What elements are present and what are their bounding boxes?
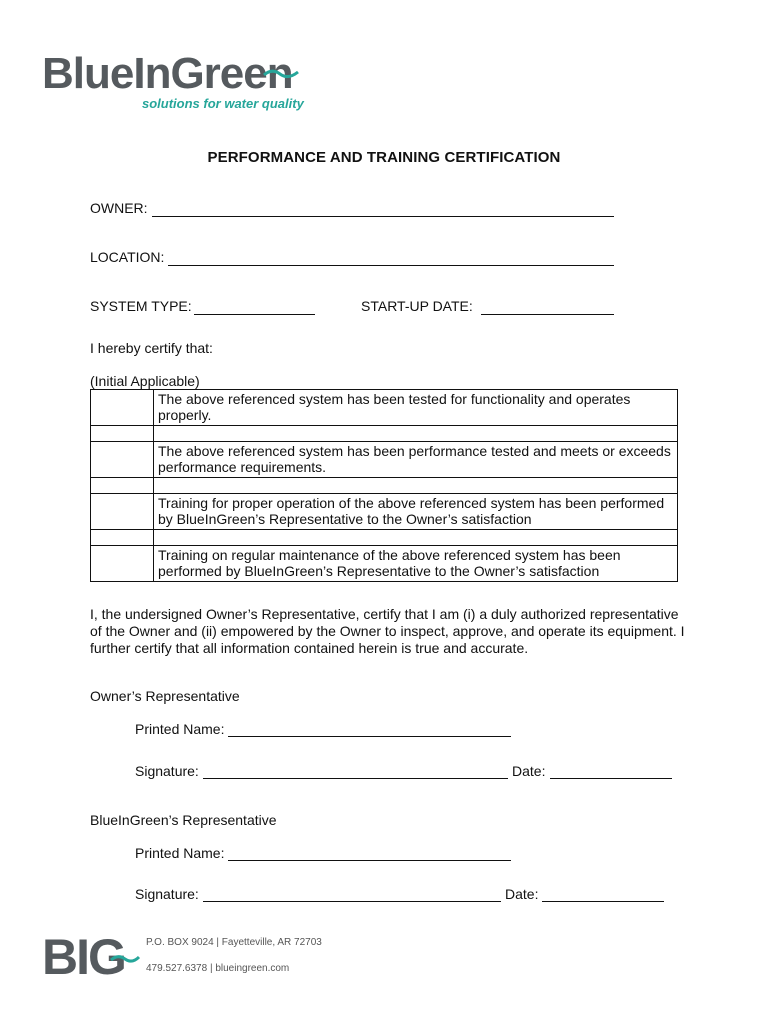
owner-label: OWNER: [90,200,148,216]
checklist-row [91,390,678,426]
startup-date-field[interactable] [481,314,614,315]
checklist-statement: The above referenced system has been tested for functionality and operates properly. [154,390,678,426]
big-printed-name-field[interactable] [228,860,511,861]
checklist-row [91,442,678,478]
system-type-label: SYSTEM TYPE: [90,298,192,314]
checklist-statement: The above referenced system has been performance tested and meets or exceeds performance requirements. [154,442,678,478]
initial-box[interactable] [91,494,154,530]
certification-checklist [90,389,678,582]
location-label: LOCATION: [90,249,165,265]
big-printed-name-label: Printed Name: [135,845,225,861]
big-signature-field[interactable] [203,901,501,902]
system-type-field[interactable] [194,314,315,315]
location-field[interactable] [168,265,614,266]
owner-date-label: Date: [512,763,546,779]
owner-printed-name-label: Printed Name: [135,721,225,737]
owner-printed-name-field[interactable] [228,736,511,737]
footer-address: P.O. BOX 9024 | Fayetteville, AR 72703 [146,937,322,948]
certify-intro: I hereby certify that: [90,340,213,356]
initial-note: (Initial Applicable) [90,373,200,389]
footer-contact: 479.527.6378 | blueingreen.com [146,963,290,974]
startup-date-label: START-UP DATE: [361,298,473,314]
big-date-label: Date: [505,886,539,902]
checklist-spacer [91,478,678,494]
owner-rep-heading: Owner’s Representative [90,688,240,704]
checklist-row [91,494,678,530]
big-date-field[interactable] [542,901,664,902]
page-title: PERFORMANCE AND TRAINING CERTIFICATION [207,149,561,166]
owner-signature-label: Signature: [135,763,199,779]
owner-signature-field[interactable] [203,778,508,779]
big-rep-heading: BlueInGreen’s Representative [90,812,277,828]
footer-logo: BIG [42,929,125,985]
checklist-spacer [91,530,678,546]
checklist-row [91,546,678,582]
company-tagline: solutions for water quality [142,96,304,111]
initial-box[interactable] [91,390,154,426]
checklist-spacer [91,426,678,442]
company-logo: BlueInGreen [42,49,293,98]
initial-box[interactable] [91,546,154,582]
owner-date-field[interactable] [550,778,672,779]
certification-statement: I, the undersigned Owner’s Representative, certify that I am (i) a duly authorized representative of the Owner and (ii) empowered by the Owner to inspect, approve, and operate its equipment. I further certify that all information contained herein is true and accurate. [90,606,685,656]
checklist-statement: Training on regular maintenance of the above referenced system has been performed by BlueInGreen’s Representative to the Owner’s satisfaction [154,546,678,582]
water-wave-icon [262,66,302,80]
footer-wave-icon [110,952,140,964]
initial-box[interactable] [91,442,154,478]
checklist-statement: Training for proper operation of the above referenced system has been performed by BlueInGreen’s Representative to the Owner’s satisfaction [154,494,678,530]
owner-field[interactable] [152,216,614,217]
big-signature-label: Signature: [135,886,199,902]
